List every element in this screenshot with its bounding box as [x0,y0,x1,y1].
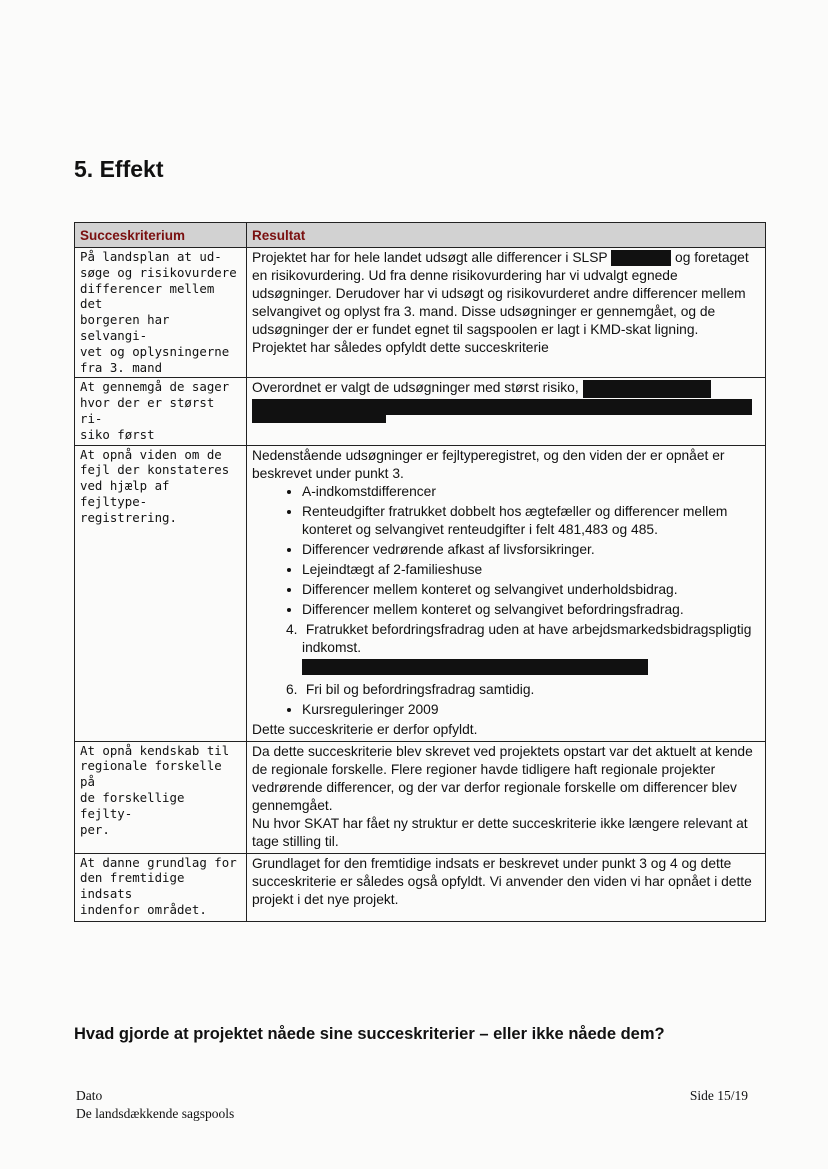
redaction-block [252,399,752,415]
criterion-cell: At opnå kendskab til regionale forskelle på de forskellige fejlty- per. [75,741,247,853]
result-intro: Nedenstående udsøgninger er fejltyperegistret, og den viden der er opnået er beskrevet under punkt 3. [252,447,725,481]
criterion-cell: At opnå viden om de fejl der konstateres ved hjælp af fejltype- registrering. [75,445,247,741]
result-text: Da dette succeskriterie blev skrevet ved projektets opstart var det aktuelt at kende de regionale forskelle. Flere regioner havde tidligere haft regionale projekter vedrørende differencer, og der var derfor regionale forskelle om differencer blev gennemgået. [252,743,753,813]
list-item: • Differencer vedrørende afkast af livsforsikringer. [302,541,761,559]
table-row [75,741,766,853]
result-cell [247,741,766,853]
list-item: • Differencer mellem konteret og selvangivet befordringsfradrag. [302,601,761,619]
result-text: og foretaget en risikovurdering. Ud fra denne risikovurdering har vi udvalgt egnede udsøgninger. Derudover har vi udsøgt og risikovurderet andre differencer mellem selvangivet og oplyst fra 3. mand. Disse udsøgninger er gennemgået, og de udsøgninger der er fundet egnet til sagspoolen er lagt i KMD-skat ligning. [252,250,749,337]
redaction-block [252,415,386,423]
table-row [75,853,766,921]
footer-date-label: Dato [76,1088,103,1103]
result-conclusion: Projektet har således opfyldt dette succeskriterie [252,340,549,355]
result-cell: Grundlaget for den fremtidige indsats er beskrevet under punkt 3 og 4 og dette succeskriterie er således også opfyldt. Vi anvender den viden vi har opnået i dette projekt i det nye projekt. [247,853,766,921]
table-row [75,445,766,741]
list-number: 4. [286,621,298,637]
table-header-row [75,223,766,248]
header-result: Resultat [247,223,766,248]
list-item: • Renteudgifter fratrukket dobbelt hos ægtefæller og differencer mellem konteret og selvangivet renteudgifter i felt 481,483 og 485. [302,503,761,539]
error-type-list [252,483,761,619]
result-text: Overordnet er valgt de udsøgninger med størst risiko, [252,380,579,396]
redaction-block [583,380,711,398]
result-cell [247,248,766,378]
result-conclusion: Nu hvor SKAT har fået ny struktur er dette succeskriterie ikke længere relevant at tage stilling til. [252,815,748,849]
redaction-block [302,659,648,675]
result-conclusion: Dette succeskriterie er derfor opfyldt. [252,721,478,737]
success-criteria-table [74,222,766,922]
result-text: Projektet har for hele landet udsøgt alle differencer i SLSP [252,250,608,265]
footer-document-name: De landsdækkende sagspools [76,1106,235,1121]
criterion-cell: På landsplan at ud- søge og risikovurdere differencer mellem det borgeren har selvangi- vet og oplysningerne fra 3. mand [75,248,247,378]
list-item: • Lejeindtægt af 2-familieshuse [302,561,761,579]
section-question: Hvad gjorde at projektet nåede sine succeskriterier – eller ikke nåede dem? [74,1025,665,1043]
list-item: • Kursreguleringer 2009 [302,701,761,719]
redaction-block [611,250,671,266]
section-title: 5. Effekt [74,156,164,182]
criterion-cell: At gennemgå de sager hvor der er størst ri- siko først [75,378,247,445]
list-item-text: Fratrukket befordringsfradrag uden at have arbejdsmarkedsbidragspligtig indkomst. [302,621,752,655]
table-row [75,248,766,378]
error-type-list [252,701,761,719]
list-item-text: Fri bil og befordringsfradrag samtidig. [305,681,535,697]
list-number: 6. [286,681,298,697]
list-item: • A-indkomstdifferencer [302,483,761,501]
list-item [286,621,761,657]
result-cell [247,378,766,445]
header-criterion: Succeskriterium [75,223,247,248]
criterion-cell: At danne grundlag for den fremtidige indsats indenfor området. [75,853,247,921]
footer-page-number: Side 15/19 [689,1088,748,1103]
result-cell [247,445,766,741]
numbered-list [252,621,761,657]
list-item: • Differencer mellem konteret og selvangivet underholdsbidrag. [302,581,761,599]
table-row [75,378,766,445]
footer-left [76,1087,234,1123]
numbered-list [252,681,761,699]
list-item [286,681,761,699]
